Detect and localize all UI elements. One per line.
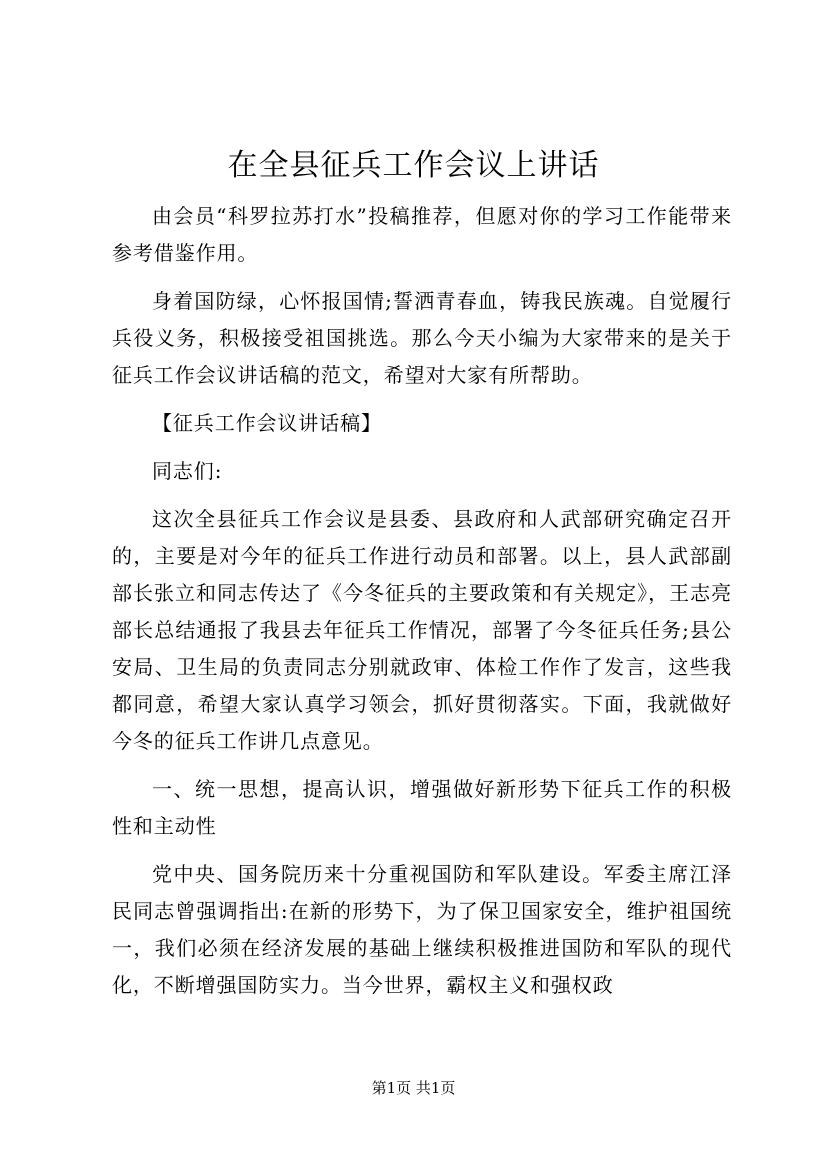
paragraph-salutation: 同志们: [152, 459, 223, 483]
paragraph-heading: 【征兵工作会议讲话稿】 [152, 411, 382, 435]
page-footer: 第1页 共1页 [371, 1079, 456, 1097]
document-body [112, 198, 732, 1004]
paragraph-intro: 由会员“科罗拉苏打水”投稿推荐，但愿对你的学习工作能带来参考借鉴作用。 [112, 204, 732, 265]
paragraph-preface: 身着国防绿，心怀报国情;誓洒青春血，铸我民族魂。自觉履行兵役义务，积极接受祖国挑选。那么今天小编为大家带来的是关于征兵工作会议讲话稿的范文，希望对大家有所帮助。 [112, 289, 732, 387]
document-title: 在全县征兵工作会议上讲话 [227, 148, 600, 183]
paragraph-body-2: 党中央、国务院历来十分重视国防和军队建设。军委主席江泽民同志曾强调指出:在新的形势下，为了保卫国家安全，维护祖国统一，我们必须在经济发展的基础上继续积极推进国防和军队的现代化，不断增强国防实力。当今世界，霸权主义和强权政 [112, 862, 732, 997]
paragraph-body-1: 这次全县征兵工作会议是县委、县政府和人武部研究确定召开的，主要是对今年的征兵工作进行动员和部署。以上，县人武部副部长张立和同志传达了《今冬征兵的主要政策和有关规定》，王志亮部长总结通报了我县去年征兵工作情况，部署了今冬征兵任务;县公安局、卫生局的负责同志分别就政审、体检工作作了发言，这些我都同意，希望大家认真学习领会，抓好贯彻落实。下面，我就做好今冬的征兵工作讲几点意见。 [112, 507, 732, 753]
paragraph-section-1: 一、统一思想，提高认识，增强做好新形势下征兵工作的积极性和主动性 [112, 777, 732, 838]
